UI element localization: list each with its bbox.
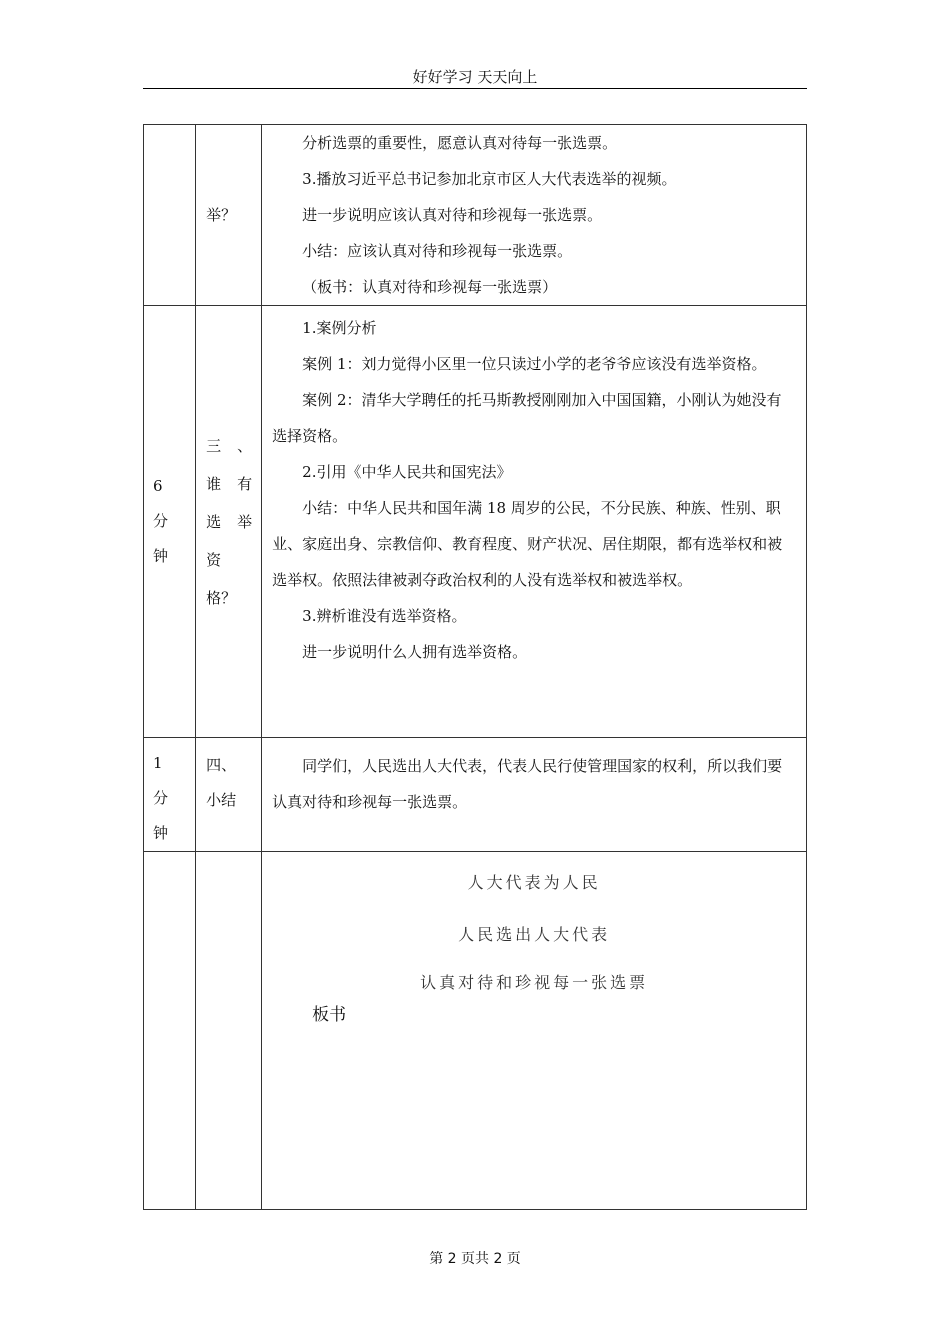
topic-char: 有 <box>237 474 253 493</box>
topic-char: 格？ <box>206 588 237 607</box>
content-paragraph: 分析选票的重要性，愿意认真对待每一张选票。 <box>302 134 618 152</box>
topic-char: 举 <box>237 512 253 531</box>
board-line: 人民选出人大代表 <box>458 925 611 944</box>
board-cell <box>262 852 807 1210</box>
topic-cell <box>196 306 262 738</box>
content-paragraph: 进一步说明应该认真对待和珍视每一张选票。 <box>302 206 603 224</box>
page-header: 好好学习 天天向上 <box>412 68 538 86</box>
content-cell <box>262 125 807 306</box>
content-paragraph: 同学们，人民选出人大代表，代表人民行使管理国家的权利，所以我们要认真对待和珍视每一张选票。 <box>272 757 783 811</box>
page-footer: 第 2 页共 2 页 <box>429 1251 521 1267</box>
content-paragraph: 案例 2：清华大学聘任的托马斯教授刚刚加入中国国籍，小刚认为她没有选择资格。 <box>272 391 782 445</box>
content-paragraph: 3.播放习近平总书记参加北京市区人大代表选举的视频。 <box>302 170 677 188</box>
time-cell <box>144 306 196 738</box>
board-line: 认真对待和珍视每一张选票 <box>420 973 649 992</box>
table-row <box>144 852 807 1210</box>
time-text: 1 分钟 <box>153 754 177 842</box>
content-paragraph: 1.案例分析 <box>302 319 377 337</box>
table-row <box>144 125 807 306</box>
topic-cell <box>196 125 262 306</box>
table-row <box>144 738 807 852</box>
content-paragraph: 小结：中华人民共和国年满 18 周岁的公民，不分民族、种族、性别、职业、家庭出身、宗教信仰、教育程度、财产状况、居住期限，都有选举权和被选举权。依照法律被剥夺政治权利的人没有选举权和被选举权。 <box>272 499 783 589</box>
topic-text: 举？ <box>206 206 237 224</box>
topic-char: 资 <box>206 550 222 569</box>
content-paragraph: 2.引用《中华人民共和国宪法》 <box>302 463 512 481</box>
content-paragraph: 3.辨析谁没有选举资格。 <box>302 607 467 625</box>
board-line: 人大代表为人民 <box>467 873 601 892</box>
time-cell <box>144 125 196 306</box>
content-cell <box>262 738 807 852</box>
topic-char: 三 <box>206 436 222 455</box>
time-cell <box>144 852 196 1210</box>
table-row <box>144 306 807 738</box>
topic-line: 四、 <box>206 756 237 774</box>
topic-char: 、 <box>237 436 253 455</box>
topic-line: 小结 <box>206 791 237 809</box>
topic-cell <box>196 738 262 852</box>
content-paragraph: （板书：认真对待和珍视每一张选票） <box>302 278 558 296</box>
topic-cell <box>196 852 262 1210</box>
topic-char: 谁 <box>206 474 222 493</box>
content-paragraph: 案例 1：刘力觉得小区里一位只读过小学的老爷爷应该没有选举资格。 <box>302 355 767 373</box>
time-text: 6 分钟 <box>153 477 177 565</box>
header-rule <box>143 88 807 89</box>
content-paragraph: 小结：应该认真对待和珍视每一张选票。 <box>302 242 573 260</box>
blackboard-design <box>262 852 806 1209</box>
content-cell <box>262 306 807 738</box>
topic-text <box>196 427 261 617</box>
board-label: 板书 <box>312 1005 347 1025</box>
time-cell <box>144 738 196 852</box>
topic-text <box>196 738 261 818</box>
content-paragraph: 进一步说明什么人拥有选举资格。 <box>302 643 528 661</box>
topic-char: 选 <box>206 512 222 531</box>
lesson-plan-table <box>143 124 807 1210</box>
